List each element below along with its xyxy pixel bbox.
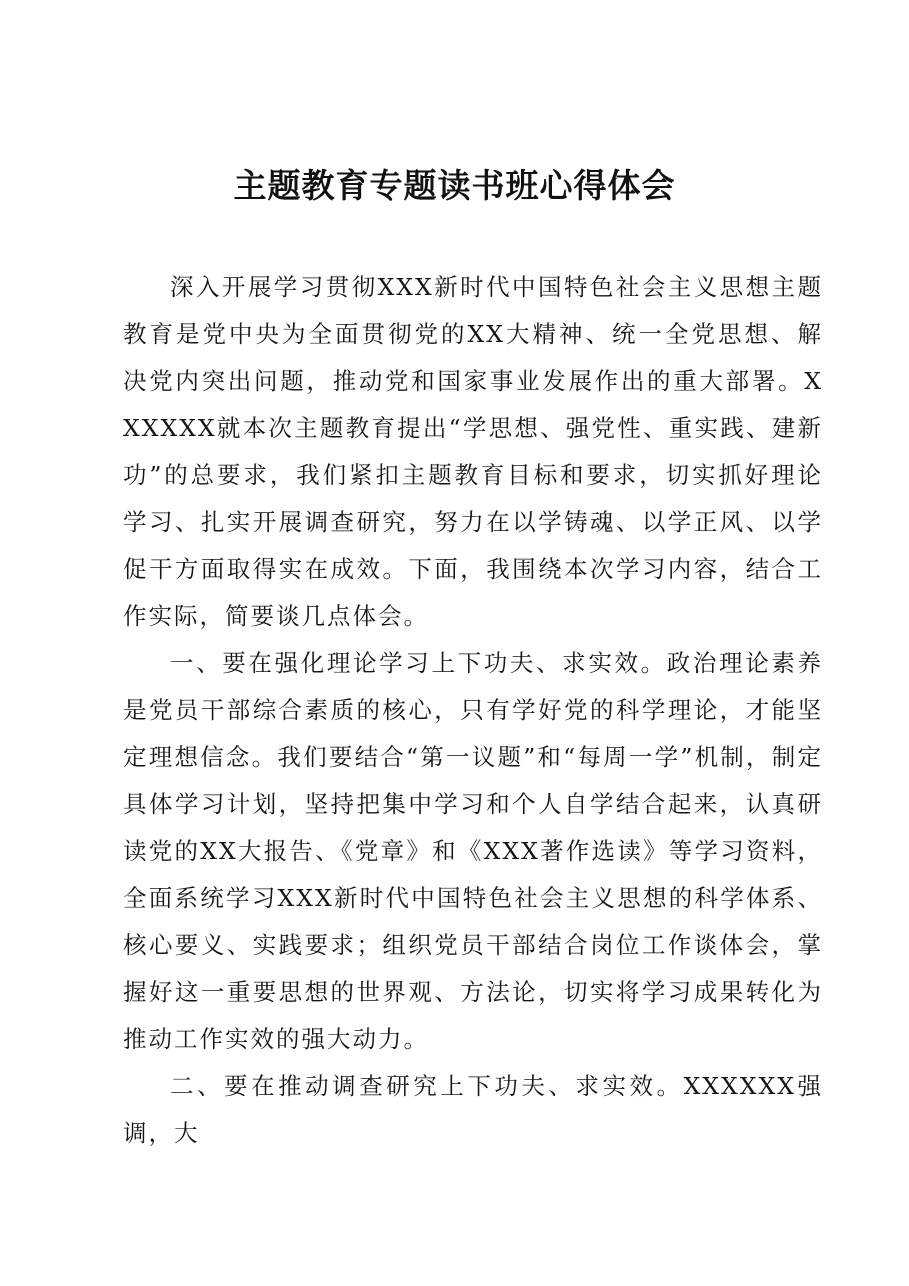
- paragraph-intro: 深入开展学习贯彻XXX新时代中国特色社会主义思想主题教育是党中央为全面贯彻党的XX大精神、统一全党思想、解决党内突出问题，推动党和国家事业发展作出的重大部署。XXXXXX就本次主题教育提出“学思想、强党性、重实践、建新功”的总要求，我们紧扣主题教育目标和要求，切实抓好理论学习、扎实开展调查研究，努力在以学铸魂、以学正风、以学促干方面取得实在成效。下面，我围绕本次学习内容，结合工作实际，简要谈几点体会。: [123, 273, 823, 630]
- document-title: 主题教育专题读书班心得体会: [233, 166, 676, 205]
- document-body: [123, 264, 823, 1157]
- paragraph-theory-study: 一、要在强化理论学习上下功夫、求实效。政治理论素养是党员干部综合素质的核心，只有学好党的科学理论，才能坚定理想信念。我们要结合“第一议题”和“每周一学”机制，制定具体学习计划，坚持把集中学习和个人自学结合起来，认真研读党的XX大报告、《党章》和《XXX著作选读》等学习资料，全面系统学习XXX新时代中国特色社会主义思想的科学体系、核心要义、实践要求；组织党员干部结合岗位工作谈体会，掌握好这一重要思想的世界观、方法论，切实将学习成果转化为推动工作实效的强大动力。: [123, 649, 823, 1053]
- paragraph-research: 二、要在推动调查研究上下功夫、求实效。XXXXXX强调，大: [123, 1072, 823, 1147]
